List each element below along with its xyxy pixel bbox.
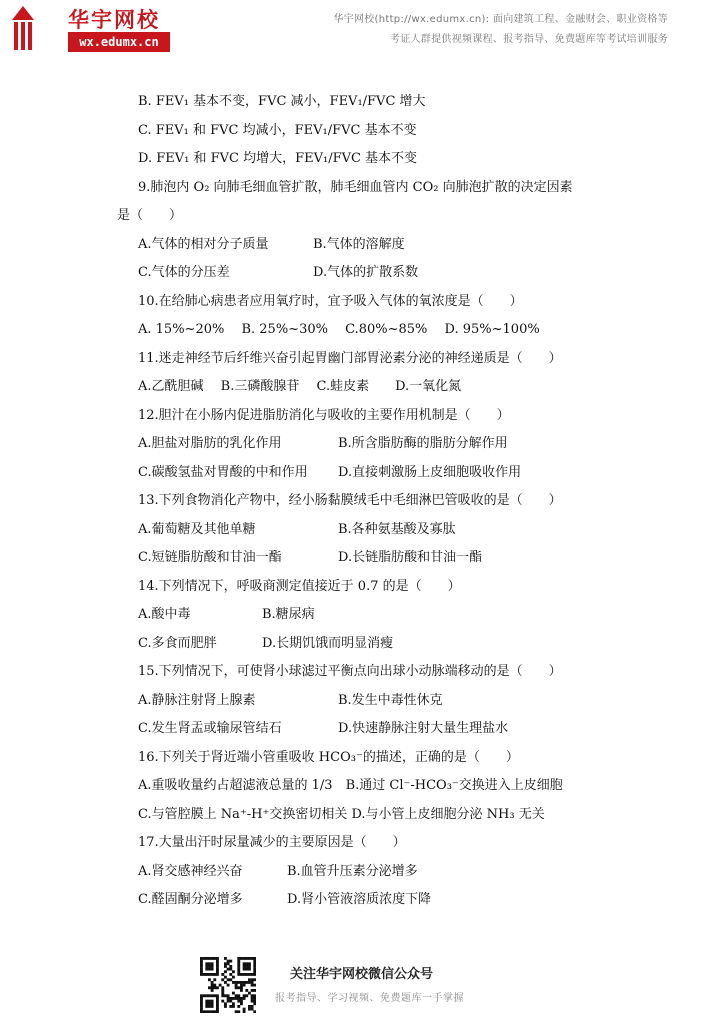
huayu-logo[interactable] [10, 6, 170, 52]
option-left: C.气体的分压差 [138, 265, 230, 280]
logo-text: 华宇网校 [68, 8, 160, 32]
text-line: 15.下列情况下，可使肾小球滤过平衡点向出球小动脉端移动的是（ ） [138, 664, 562, 679]
footer-title: 关注华宇网校微信公众号 [290, 967, 434, 982]
option-right: B.血管升压素分泌增多 [287, 864, 418, 879]
option-right: B.发生中毒性休克 [338, 693, 443, 708]
option-left: A.气体的相对分子质量 [138, 237, 269, 252]
header-tagline-2: 考证人群提供视频课程、报考指导、免费题库等考试培训服务 [389, 34, 668, 45]
option-left: C.醛固酮分泌增多 [138, 892, 243, 907]
text-line: A.乙酰胆碱 B.三磷酸腺苷 C.蛙皮素 D.一氧化氮 [138, 379, 462, 394]
text-line: 是（ ） [117, 208, 183, 223]
logo-url: wx.edumx.cn [68, 32, 170, 52]
pencil-logo-icon [10, 6, 36, 52]
option-right: D.气体的扩散系数 [313, 265, 419, 280]
footer-subtitle: 报考指导、学习视频、免费题库一手掌握 [275, 993, 464, 1004]
option-left: A.肾交感神经兴奋 [138, 864, 243, 879]
option-right: D.长链脂肪酸和甘油一酯 [338, 550, 483, 565]
text-line: 14.下列情况下，呼吸商测定值接近于 0.7 的是（ ） [138, 579, 461, 594]
text-line: D. FEV₁ 和 FVC 均增大，FEV₁/FVC 基本不变 [138, 151, 418, 166]
option-right: B.气体的溶解度 [313, 237, 405, 252]
text-line: A. 15%~20% B. 25%~30% C.80%~85% D. 95%~100% [138, 322, 540, 337]
option-right: D.长期饥饿而明显消瘦 [262, 636, 394, 651]
text-line: 16.下列关于肾近端小管重吸收 HCO₃⁻的描述，正确的是（ ） [138, 750, 519, 765]
option-left: A.静脉注射肾上腺素 [138, 693, 256, 708]
text-line: 12.胆汁在小肠内促进脂肪消化与吸收的主要作用机制是（ ） [138, 408, 510, 423]
page-footer [0, 955, 724, 1015]
option-right: B.各种氨基酸及寡肽 [338, 522, 456, 537]
option-left: A.葡萄糖及其他单糖 [138, 522, 256, 537]
text-line: 11.迷走神经节后纤维兴奋引起胃幽门部胃泌素分泌的神经递质是（ ） [138, 351, 562, 366]
text-line: 10.在给肺心病患者应用氧疗时，宜予吸入气体的氧浓度是（ ） [138, 294, 523, 309]
option-right: D.肾小管液溶质浓度下降 [287, 892, 432, 907]
option-right: B.所含脂肪酶的脂肪分解作用 [338, 436, 508, 451]
option-right: B.糖尿病 [262, 607, 315, 622]
header-tagline-1: 华宇网校(http://wx.edumx.cn): 面向建筑工程、金融财会、职业资格等 [333, 14, 668, 25]
option-left: A.胆盐对脂肪的乳化作用 [138, 436, 282, 451]
option-left: A.酸中毒 [138, 607, 191, 622]
option-left: C.短链脂肪酸和甘油一酯 [138, 550, 282, 565]
text-line: 17.大量出汗时尿量减少的主要原因是（ ） [138, 835, 406, 850]
text-line: C. FEV₁ 和 FVC 均减小，FEV₁/FVC 基本不变 [138, 123, 417, 138]
option-right: D.快速静脉注射大量生理盐水 [338, 721, 509, 736]
text-line: C.与管腔膜上 Na⁺-H⁺交换密切相关 D.与小管上皮细胞分泌 NH₃ 无关 [138, 807, 545, 822]
text-line: A.重吸收量约占超滤液总量的 1/3 B.通过 Cl⁻-HCO₃⁻交换进入上皮细胞 [138, 778, 563, 793]
option-left: C.多食而肥胖 [138, 636, 217, 651]
option-left: C.碳酸氢盐对胃酸的中和作用 [138, 465, 308, 480]
qr-code-icon[interactable] [200, 957, 256, 1013]
option-left: C.发生肾盂或输尿管结石 [138, 721, 282, 736]
text-line: 13.下列食物消化产物中，经小肠黏膜绒毛中毛细淋巴管吸收的是（ ） [138, 493, 562, 508]
text-line: B. FEV₁ 基本不变，FVC 减小，FEV₁/FVC 增大 [138, 94, 426, 109]
option-right: D.直接刺激肠上皮细胞吸收作用 [338, 465, 522, 480]
page-header [0, 0, 724, 60]
text-line: 9.肺泡内 O₂ 向肺毛细血管扩散，肺毛细血管内 CO₂ 向肺泡扩散的决定因素 [138, 180, 573, 195]
